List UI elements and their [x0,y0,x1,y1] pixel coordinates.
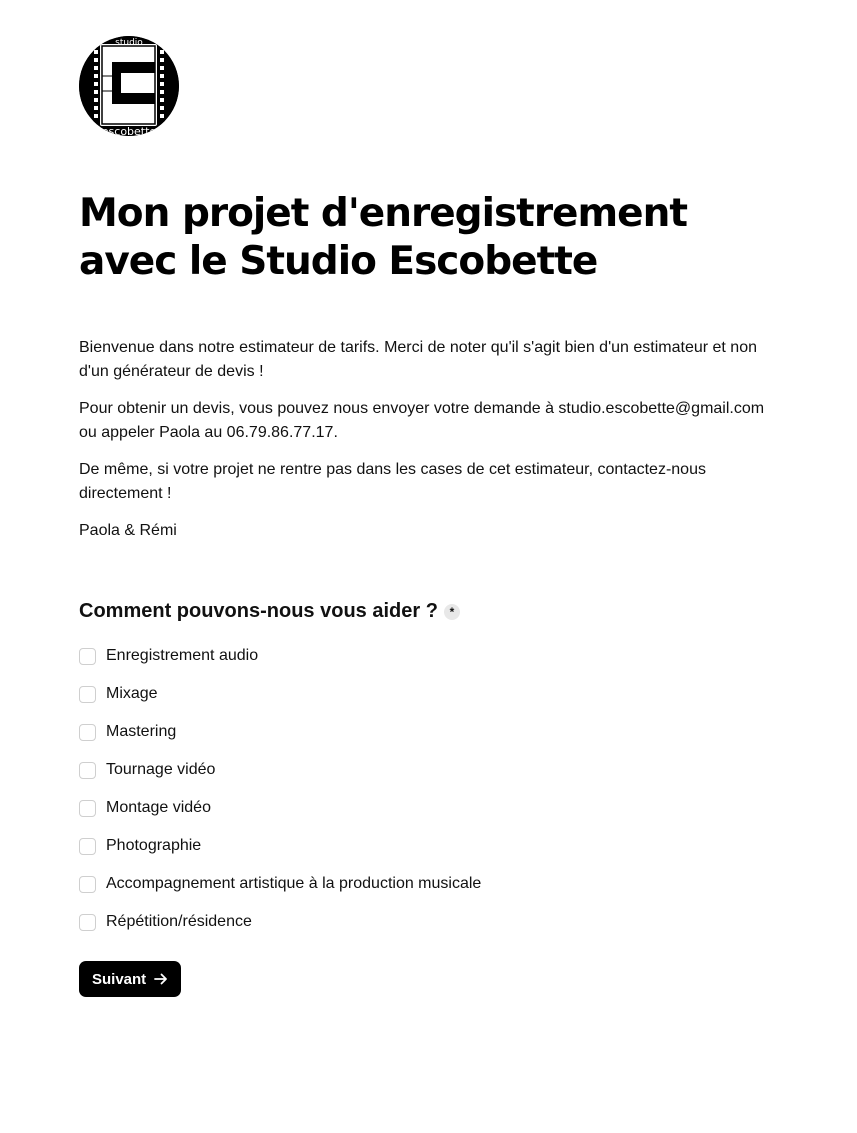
svg-text:escobette: escobette [101,125,157,136]
option-repetition-residence[interactable] [79,903,779,941]
checkbox[interactable] [79,648,96,665]
option-mastering[interactable] [79,713,779,751]
option-mixage[interactable] [79,675,779,713]
form-container [79,36,779,997]
arrow-right-icon [154,972,168,986]
svg-text:studio: studio [115,38,143,48]
option-label: Mixage [106,685,158,702]
question-heading [79,600,779,623]
option-enregistrement-audio[interactable] [79,637,779,675]
checkbox[interactable] [79,876,96,893]
option-label: Montage vidéo [106,799,211,816]
option-montage-video[interactable] [79,789,779,827]
question-label: Comment pouvons-nous vous aider ? [79,600,438,622]
option-label: Enregistrement audio [106,647,259,664]
option-label: Photographie [106,837,202,854]
next-button-label: Suivant [92,970,147,988]
checkbox[interactable] [79,686,96,703]
checkbox[interactable] [79,762,96,779]
intro-paragraph: Bienvenue dans notre estimateur de tarifs. Merci de noter qu'il s'agit bien d'un estimateur et non d'un générateur de devis ! [79,339,757,380]
next-button[interactable] [79,961,181,997]
option-accompagnement-artistique[interactable] [79,865,779,903]
intro-paragraph: De même, si votre projet ne rentre pas dans les cases de cet estimateur, contactez-nous directement ! [79,461,706,502]
checkbox[interactable] [79,800,96,817]
options-list [79,637,779,941]
studio-escobette-logo-icon [79,36,179,136]
option-label: Accompagnement artistique à la production musicale [106,875,482,892]
page-title: Mon projet d'enregistrement avec le Studio Escobette [79,191,688,284]
option-label: Tournage vidéo [106,761,216,778]
intro-paragraph: Pour obtenir un devis, vous pouvez nous envoyer votre demande à studio.escobette@gmail.com ou appeler Paola au 06.79.86.77.17. [79,400,765,441]
checkbox[interactable] [79,724,96,741]
intro-text [79,336,779,543]
checkbox[interactable] [79,838,96,855]
option-label: Répétition/résidence [106,913,252,930]
required-icon: * [444,604,460,620]
option-label: Mastering [106,723,177,740]
signature: Paola & Rémi [79,522,177,539]
option-tournage-video[interactable] [79,751,779,789]
option-photographie[interactable] [79,827,779,865]
checkbox[interactable] [79,914,96,931]
